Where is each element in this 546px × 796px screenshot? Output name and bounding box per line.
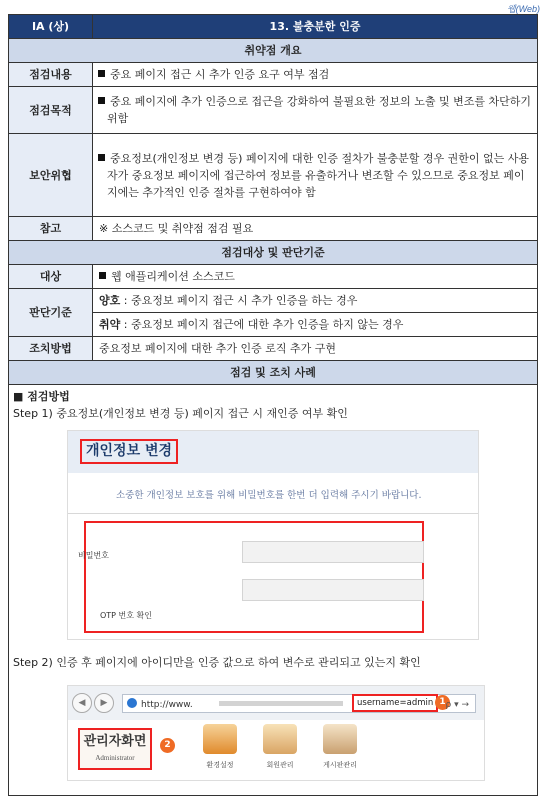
section-criteria-title: 점검대상 및 판단기준 — [9, 241, 538, 265]
members-icon — [263, 724, 297, 754]
username-param: username=admin — [352, 694, 438, 712]
screenshot-message: 소중한 개인정보 보호를 위해 비밀번호를 한번 더 입력해 주시기 바랍니다. — [116, 490, 422, 501]
password-label: 비밀번호 — [78, 551, 109, 560]
row-text: 중요정보 페이지에 대한 추가 인증 로직 추가 구현 — [93, 337, 538, 361]
row-check-purpose — [9, 87, 538, 134]
otp-label: OTP 번호 확인 — [100, 611, 153, 620]
board-icon — [323, 724, 357, 754]
admin-logo — [78, 728, 152, 770]
row-judge-good — [9, 289, 538, 313]
bullet-icon — [99, 272, 106, 279]
menu-board[interactable]: 게시판관리 — [312, 724, 368, 770]
item-id: IA (상) — [9, 15, 93, 39]
audit-table — [8, 14, 538, 796]
good-text: : 중요정보 페이지 접근 시 추가 인증을 하는 경우 — [123, 294, 358, 307]
otp-input[interactable] — [242, 579, 424, 601]
admin-title: 관리자화면 — [83, 734, 147, 749]
password-input[interactable] — [242, 541, 424, 563]
browser-address-bar — [68, 686, 484, 720]
row-threat — [9, 134, 538, 217]
method-heading: ■ 점검방법 — [13, 390, 70, 403]
bullet-icon — [98, 154, 105, 161]
row-check-content — [9, 63, 538, 87]
step1-text: Step 1) 중요정보(개인정보 변경 등) 페이지 접근 시 재인증 여부 확인 — [13, 407, 348, 420]
good-key: 양호 — [99, 294, 121, 307]
browser-icon — [127, 698, 137, 708]
menu-members[interactable]: 회원관리 — [252, 724, 308, 770]
bad-text: : 중요정보 페이지 접근에 대한 추가 인증을 하지 않는 경우 — [123, 318, 404, 331]
section-examples-title: 점검 및 조치 사례 — [9, 361, 538, 385]
row-label: 점검내용 — [9, 63, 93, 87]
row-text: ※ 소스코드 및 취약점 점검 필요 — [93, 217, 538, 241]
row-label: 대상 — [9, 265, 93, 289]
settings-icon — [203, 724, 237, 754]
row-action — [9, 337, 538, 361]
menu-settings[interactable]: 환경설정 — [192, 724, 248, 770]
step-badge-1: 1 — [435, 695, 450, 710]
admin-subtitle: Administrator — [95, 754, 135, 762]
screenshot-admin-page — [67, 685, 485, 781]
blurred-url — [219, 701, 343, 706]
row-target — [9, 265, 538, 289]
url-field[interactable] — [122, 694, 476, 713]
row-label: 참고 — [9, 217, 93, 241]
row-reference — [9, 217, 538, 241]
row-text: 중요 페이지 접근 시 추가 인증 요구 여부 점검 — [110, 68, 330, 81]
item-title: 13. 불충분한 인증 — [93, 15, 538, 39]
row-label: 점검목적 — [9, 87, 93, 134]
search-icon[interactable]: ρ ▾ → — [445, 700, 469, 710]
row-label: 판단기준 — [9, 289, 93, 337]
section-overview-title: 취약점 개요 — [9, 39, 538, 63]
header-row — [9, 15, 538, 39]
bullet-icon — [98, 97, 105, 104]
bullet-icon — [98, 70, 105, 77]
bad-key: 취약 — [99, 318, 121, 331]
page-tag: 웹(Web) — [506, 4, 540, 14]
row-label: 보안위협 — [9, 134, 93, 217]
row-label: 조치방법 — [9, 337, 93, 361]
screenshot-page-title: 개인정보 변경 — [80, 439, 178, 464]
divider — [68, 513, 478, 514]
row-text: 중요정보(개인정보 변경 등) 페이지에 대한 인증 절차가 불충분할 경우 권한이 없는 사용자가 중요정보 페이지에 접근하여 정보를 유출하거나 변조할 수 있으므로 중요정보 페이지에는 추가적인 인증 절차를 구현하여야 함 — [107, 151, 529, 199]
step-badge-2: 2 — [160, 738, 175, 753]
screenshot-password-confirm — [67, 430, 479, 640]
row-text: 중요 페이지에 추가 인증으로 접근을 강화하여 불필요한 정보의 노출 및 변조를 차단하기 위함 — [107, 95, 531, 125]
back-icon[interactable]: ◀ — [72, 693, 92, 713]
row-text: 웹 애플리케이션 소스코드 — [111, 270, 235, 283]
step2-text: Step 2) 인증 후 페이지에 아이디만을 인증 값으로 하여 변수로 관리되고 있는지 확인 — [13, 656, 421, 669]
url-text: http://www. — [141, 700, 193, 710]
examples-cell — [9, 385, 538, 796]
forward-icon[interactable]: ▶ — [94, 693, 114, 713]
